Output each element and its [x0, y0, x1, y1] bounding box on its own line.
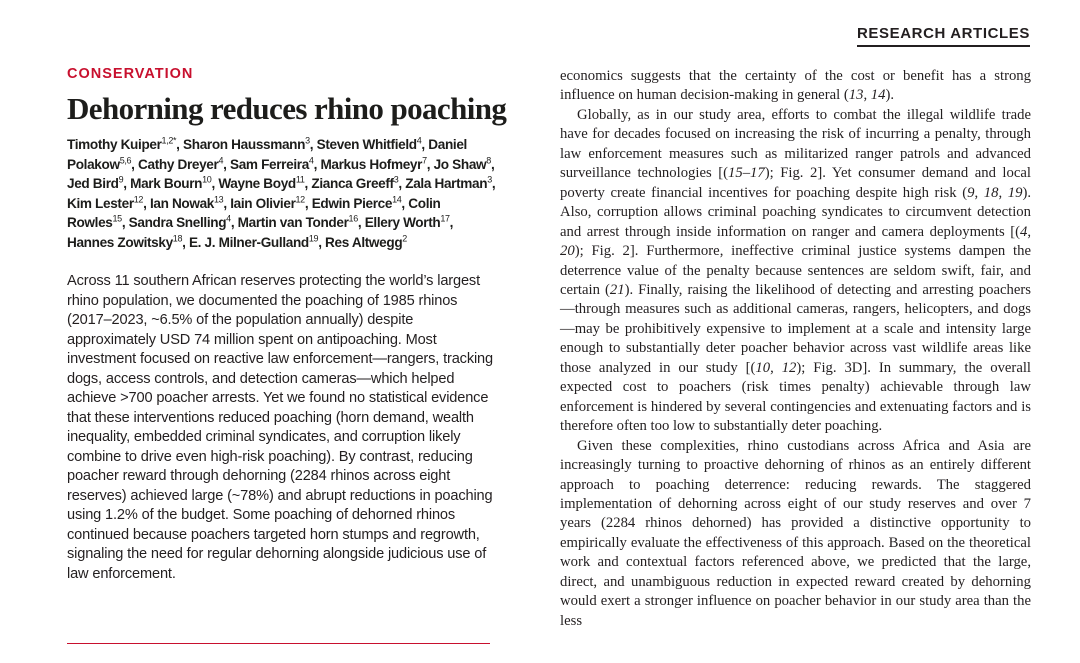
- author-affiliation-marker: 4: [226, 213, 231, 224]
- reference-citation: 17: [750, 165, 765, 182]
- author-name: Mark Bourn: [130, 176, 203, 191]
- author-name: Cathy Dreyer: [138, 156, 219, 172]
- author-affiliation-marker: 17: [440, 213, 450, 224]
- author-name: Iain Olivier: [230, 195, 296, 211]
- author-name: Sandra Snelling: [128, 215, 227, 230]
- author-name: Kim Lester: [67, 195, 134, 211]
- reference-citation: 21: [609, 281, 625, 298]
- author-affiliation-marker: 4: [308, 154, 314, 165]
- body-paragraph: Globally, as in our study area, efforts to combat the illegal wildlife trade have for decades focused on increasing the risk of incurring a penalty, through law enforcement measures such as militarized ranger patrols and advanced surveillance technologies [(15–17); Fig. 2]. Yet consumer demand and local poverty create financial incentives for poaching despite high risk (9, 18, 19). Also, corruption allows criminal poaching syndicates to circumvent detection and arrest through inside information on ranger and camera deployments [(4, 20); Fig. 2]. Furthermore, ineffective criminal justice systems dampen the deterrence value of the penalty because sentences are seldom swift, fair, and certain (21). Finally, raising the likelihood of detecting and arresting poachers—through measures such as additional cameras, rangers, helicopters, and dogs—may be prohibitively expensive to implement at a scale and intensity large enough to substantially deter poacher behavior across vast wildlife areas like those analyzed in our study [(10, 12); Fig. 3D]. In summary, the overall expected cost to poachers (risk times penalty) achievable through law enforcement is hindered by several contingencies and extenuating factors and is therefore often too low to substantially deter poaching.: [560, 106, 1032, 435]
- author-name: Sharon Haussmann: [183, 137, 306, 152]
- author-name: Jo Shaw: [433, 156, 487, 172]
- author-name: E. J. Milner-Gulland: [188, 234, 309, 250]
- author-affiliation-marker: 4: [218, 154, 224, 165]
- reference-citation: 14: [870, 87, 886, 104]
- author-affiliation-marker: 19: [308, 232, 319, 243]
- author-affiliation-marker: 2: [402, 232, 407, 243]
- author-name: Sam Ferreira: [229, 156, 309, 172]
- author-affiliation-marker: 12: [295, 193, 305, 204]
- author-affiliation-marker: 12: [133, 193, 144, 204]
- author-affiliation-marker: 13: [214, 193, 224, 204]
- author-affiliation-marker: 1,2*: [161, 135, 177, 146]
- article-title: Dehorning reduces rhino poaching: [67, 91, 507, 126]
- author-name: Zianca Greeff: [311, 176, 394, 191]
- title-abstract-column: [67, 66, 507, 584]
- author-affiliation-marker: 18: [172, 232, 183, 243]
- author-affiliation-marker: 3: [305, 135, 310, 146]
- author-name: Jed Bird: [67, 176, 119, 191]
- author-affiliation-marker: 3: [487, 174, 492, 185]
- reference-citation: 13: [848, 87, 864, 104]
- author-affiliation-marker: 7: [422, 154, 427, 165]
- section-header-label: RESEARCH ARTICLES: [857, 25, 1030, 47]
- reference-citation: 10: [755, 359, 771, 376]
- author-name: Zala Hartman: [405, 176, 488, 191]
- author-name: Wayne Boyd: [218, 176, 296, 191]
- reference-citation: 18: [983, 184, 999, 201]
- author-affiliation-marker: 15: [112, 213, 122, 224]
- author-name: Res Altwegg: [325, 234, 403, 250]
- author-name: Timothy Kuiper: [67, 137, 162, 152]
- author-list: Timothy Kuiper$^{1,2*}$, Sharon Haussmann$^3$, Steven Whitfield$^4$, Daniel Polakow$^{5,6}$, Cathy Dreyer$^4$, Sam Ferreira$^4$, Markus Hofmeyr$^7$, Jo Shaw$^8$, Jed Bird$^9$, Mark Bourn$^{10}$, Wayne Boyd$^{11}$, Zianca Greeff$^3$, Zala Hartman$^3$, Kim Lester$^{12}$, Ian Nowak$^{13}$, Iain Olivier$^{12}$, Edwin Pierce$^{14}$, Colin Rowles$^{15}$, Sandra Snelling$^4$, Martin van Tonder$^{16}$, Ellery Worth$^{17}$, Hannes Zowitsky$^{18}$, E. J. Milner-Gulland$^{19}$, Res Altwegg$^2$: [67, 135, 496, 250]
- author-name: Edwin Pierce: [311, 195, 393, 211]
- abstract: Across 11 southern African reserves protecting the world’s largest rhino population, we documented the poaching of 1985 rhinos (2017–2023, ~6.5% of the population annually) despite approximately USD 74 million spent on antipoaching. Most investment focused on reactive law enforcement—rangers, tracking dogs, access controls, and detection cameras—which helped achieve >700 poacher arrests. Yet we found no statistical evidence that these interventions reduced poaching (horn demand, wealth inequality, embedded criminal syndicates, and corruption likely combine to drive even high-risk poaching). By contrast, reducing poacher reward through dehorning (2284 rhinos across eight reserves) achieved large (~78%) and abrupt reductions in poaching using 1.2% of the budget. Some poaching of dehorned rhinos continued because poachers targeted horn stumps and regrowth, signaling the need for regular dehorning alongside judicious use of law enforcement.: [67, 273, 493, 582]
- author-affiliation-marker: 9: [118, 174, 124, 185]
- author-name: Colin Rowles: [67, 195, 441, 230]
- author-name: Daniel Polakow: [67, 137, 467, 172]
- author-affiliation-marker: 3: [393, 174, 399, 185]
- author-affiliation-marker: 16: [348, 213, 358, 224]
- reference-citation: 19: [1007, 184, 1023, 201]
- author-name: Ian Nowak: [149, 195, 215, 211]
- body-text-column: [560, 67, 1031, 631]
- reference-citation: 15: [728, 165, 743, 182]
- author-affiliation-marker: 5,6: [119, 154, 132, 165]
- author-name: Ellery Worth: [364, 215, 441, 230]
- reference-citation: 20: [560, 243, 575, 260]
- author-name: Markus Hofmeyr: [320, 156, 423, 172]
- author-name: Martin van Tonder: [237, 215, 349, 230]
- author-affiliation-marker: 10: [202, 174, 212, 185]
- body-paragraph: economics suggests that the certainty of the cost or benefit has a strong influence on human decision-making in general (13, 14).: [560, 68, 1031, 104]
- reference-citation: 12: [781, 359, 797, 376]
- author-affiliation-marker: 4: [416, 135, 422, 146]
- author-name: Hannes Zowitsky: [67, 234, 173, 250]
- author-name: Steven Whitfield: [316, 137, 417, 152]
- section-kicker: CONSERVATION: [67, 66, 194, 82]
- reference-citation: 9: [967, 184, 975, 201]
- author-affiliation-marker: 11: [295, 174, 305, 185]
- author-affiliation-marker: 8: [486, 154, 491, 165]
- author-affiliation-marker: 14: [392, 193, 402, 204]
- abstract-divider: [67, 643, 490, 644]
- body-paragraph: Given these complexities, rhino custodians across Africa and Asia are increasingly turning to proactive dehorning of rhinos as an entirely different approach to poaching deterrence: reducing rewards. The staggered implementation of dehorning across eight of our study reserves and over 7 years (2284 rhinos dehorned) has provided a distinctive opportunity to empirically evaluate the effectiveness of this approach. Based on the theoretical work and contextual factors referenced above, we predicted that the large, direct, and unambiguous reduction in expected reward created by dehorning would exert a stronger influence on poacher behavior in our study area than the less: [560, 437, 1031, 629]
- reference-citation: 4: [1019, 223, 1028, 240]
